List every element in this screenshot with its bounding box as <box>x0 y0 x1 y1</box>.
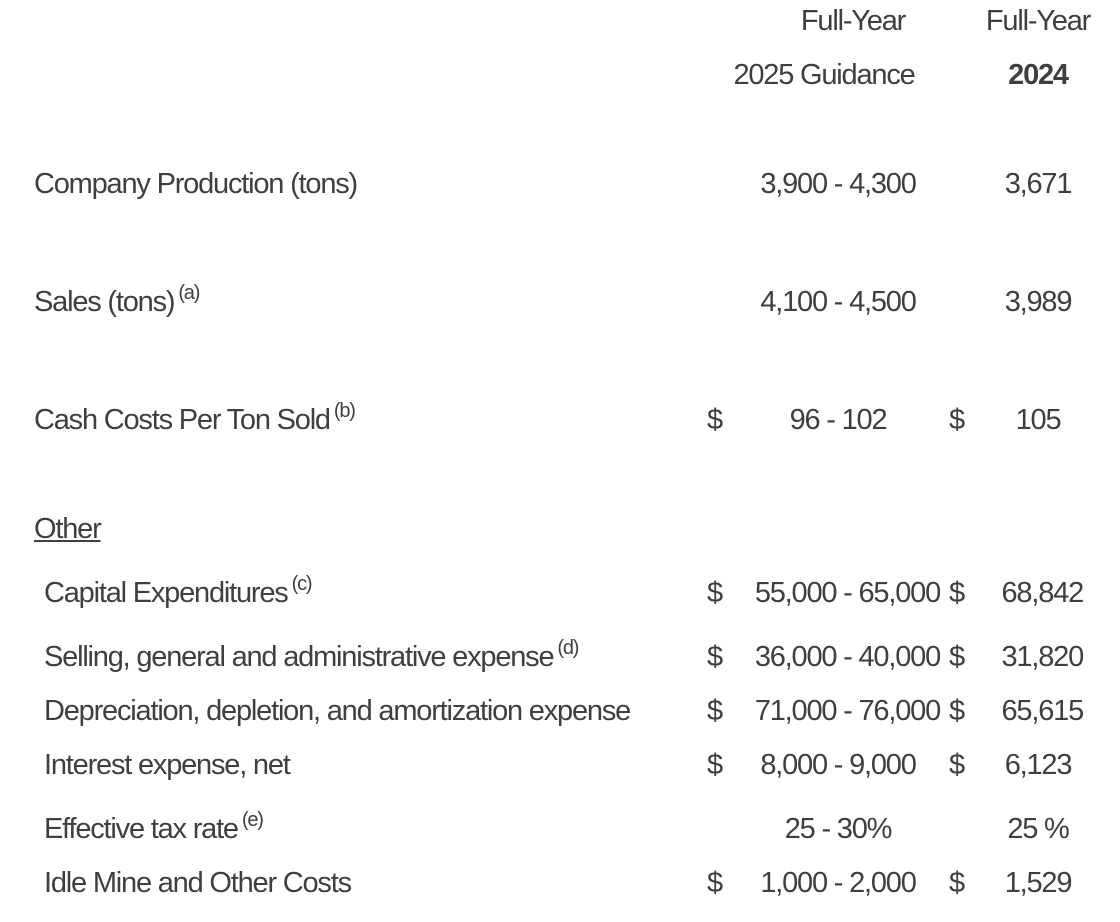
row-label-text: Interest expense, net <box>44 749 290 781</box>
dollar-sign: $ <box>707 695 722 727</box>
guidance-value: 36,000 - 40,000 <box>754 641 940 673</box>
actual-header-line1: Full-Year <box>985 5 1091 37</box>
guidance-value: 71,000 - 76,000 <box>754 695 940 727</box>
dollar-sign: $ <box>949 695 964 727</box>
footnote-marker: (a) <box>178 282 200 304</box>
section-heading-other: Other <box>34 513 101 545</box>
actual-value: 3,989 <box>1004 286 1072 318</box>
actual-value: 3,671 <box>1004 168 1072 200</box>
dollar-sign: $ <box>707 577 722 609</box>
row-label <box>34 284 199 323</box>
row-label-text: Cash Costs Per Ton Sold <box>34 404 330 436</box>
actual-value: 31,820 <box>1001 641 1083 673</box>
row-label-text: Idle Mine and Other Costs <box>44 867 351 899</box>
actual-value: 25 % <box>1007 813 1069 845</box>
actual-value: 68,842 <box>1001 577 1083 609</box>
dollar-sign: $ <box>949 641 964 673</box>
guidance-value: 4,100 - 4,500 <box>760 286 916 318</box>
row-label <box>44 639 578 678</box>
footnote-marker: (e) <box>241 809 263 831</box>
row-label <box>34 402 355 441</box>
dollar-sign: $ <box>949 404 964 436</box>
footnote-marker: (b) <box>333 400 355 422</box>
row-label <box>44 865 351 901</box>
row-label <box>44 575 311 614</box>
dollar-sign: $ <box>949 577 964 609</box>
guidance-header-line2: 2025 Guidance <box>733 59 915 91</box>
dollar-sign: $ <box>707 641 722 673</box>
guidance-value: 96 - 102 <box>789 404 887 436</box>
guidance-value: 1,000 - 2,000 <box>760 867 916 899</box>
footnote-marker: (d) <box>557 637 579 659</box>
footnote-marker: (c) <box>291 573 312 595</box>
dollar-sign: $ <box>707 404 722 436</box>
row-label-text: Capital Expenditures <box>44 577 288 609</box>
guidance-value: 3,900 - 4,300 <box>760 168 916 200</box>
row-label-text: Selling, general and administrative expense <box>44 641 554 673</box>
row-label <box>44 693 630 729</box>
row-label-text: Sales (tons) <box>34 286 175 318</box>
actual-value: 65,615 <box>1001 695 1083 727</box>
dollar-sign: $ <box>707 867 722 899</box>
actual-value: 105 <box>1015 404 1061 436</box>
row-label-text: Depreciation, depletion, and amortization expense <box>44 695 631 727</box>
actual-value: 6,123 <box>1004 749 1072 781</box>
guidance-header-line1: Full-Year <box>800 5 906 37</box>
actual-header-line2: 2024 <box>1008 59 1068 91</box>
dollar-sign: $ <box>707 749 722 781</box>
row-label <box>44 811 263 850</box>
dollar-sign: $ <box>949 749 964 781</box>
row-label-text: Company Production (tons) <box>34 168 357 200</box>
guidance-value: 8,000 - 9,000 <box>760 749 916 781</box>
guidance-value: 55,000 - 65,000 <box>754 577 940 609</box>
dollar-sign: $ <box>949 867 964 899</box>
row-label <box>44 747 290 783</box>
guidance-value: 25 - 30% <box>784 813 892 845</box>
row-label <box>34 166 357 202</box>
actual-value: 1,529 <box>1004 867 1072 899</box>
row-label-text: Effective tax rate <box>44 813 238 845</box>
